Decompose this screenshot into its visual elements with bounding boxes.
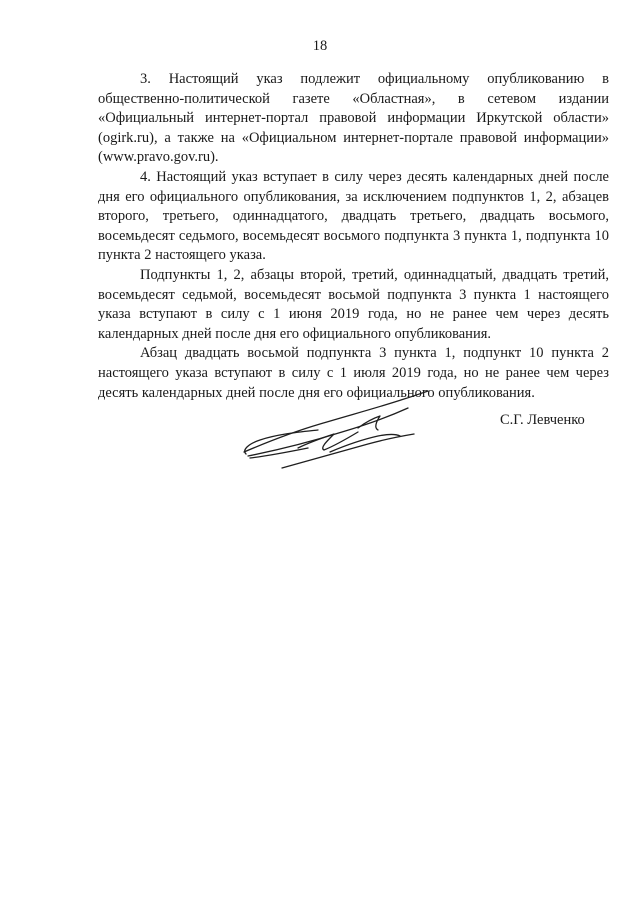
paragraph-entry-into-force: 4. Настоящий указ вступает в силу через десять календарных дней после дня его официального опубликования, за исключением подпунктов 1, 2, абзацев второго, третьего, одиннадцатого, двадцать третьего, двадцать восьмого, восемьдесят седьмого, восемьдесят восьмого подпункта 3 пункта 1, подпункта 10 пункта 2 настоящего указа. (98, 168, 609, 264)
paragraph-july-provisions: Абзац двадцать восьмой подпункта 3 пункта 1, подпункт 10 пункта 2 настоящего указа вступают в силу с 1 июля 2019 года, но не ранее чем через десять календарных дней после дня его официального опубликования. (98, 345, 609, 401)
signer-name: С.Г. Левченко (500, 412, 585, 428)
paragraph-publication: 3. Настоящий указ подлежит официальному опубликованию в общественно-политической газете «Областная», в сетевом издании «Официальный интернет-портал правовой информации Иркутской области» (ogirk.ru), а также на «Официальном интернет-портале правовой информации» (www.pravo.gov.ru). (98, 71, 609, 166)
handwritten-signature (238, 390, 438, 470)
paragraph-june-provisions: Подпункты 1, 2, абзацы второй, третий, одиннадцатый, двадцать третий, восемьдесят седьмой, восемьдесят восьмой подпункта 3 пункта 1 настоящего указа вступают в силу с 1 июня 2019 года, но не ранее чем через десять календарных дней после дня его официального опубликования. (98, 266, 609, 342)
page-number: 18 (312, 38, 328, 54)
document-body (98, 70, 609, 403)
